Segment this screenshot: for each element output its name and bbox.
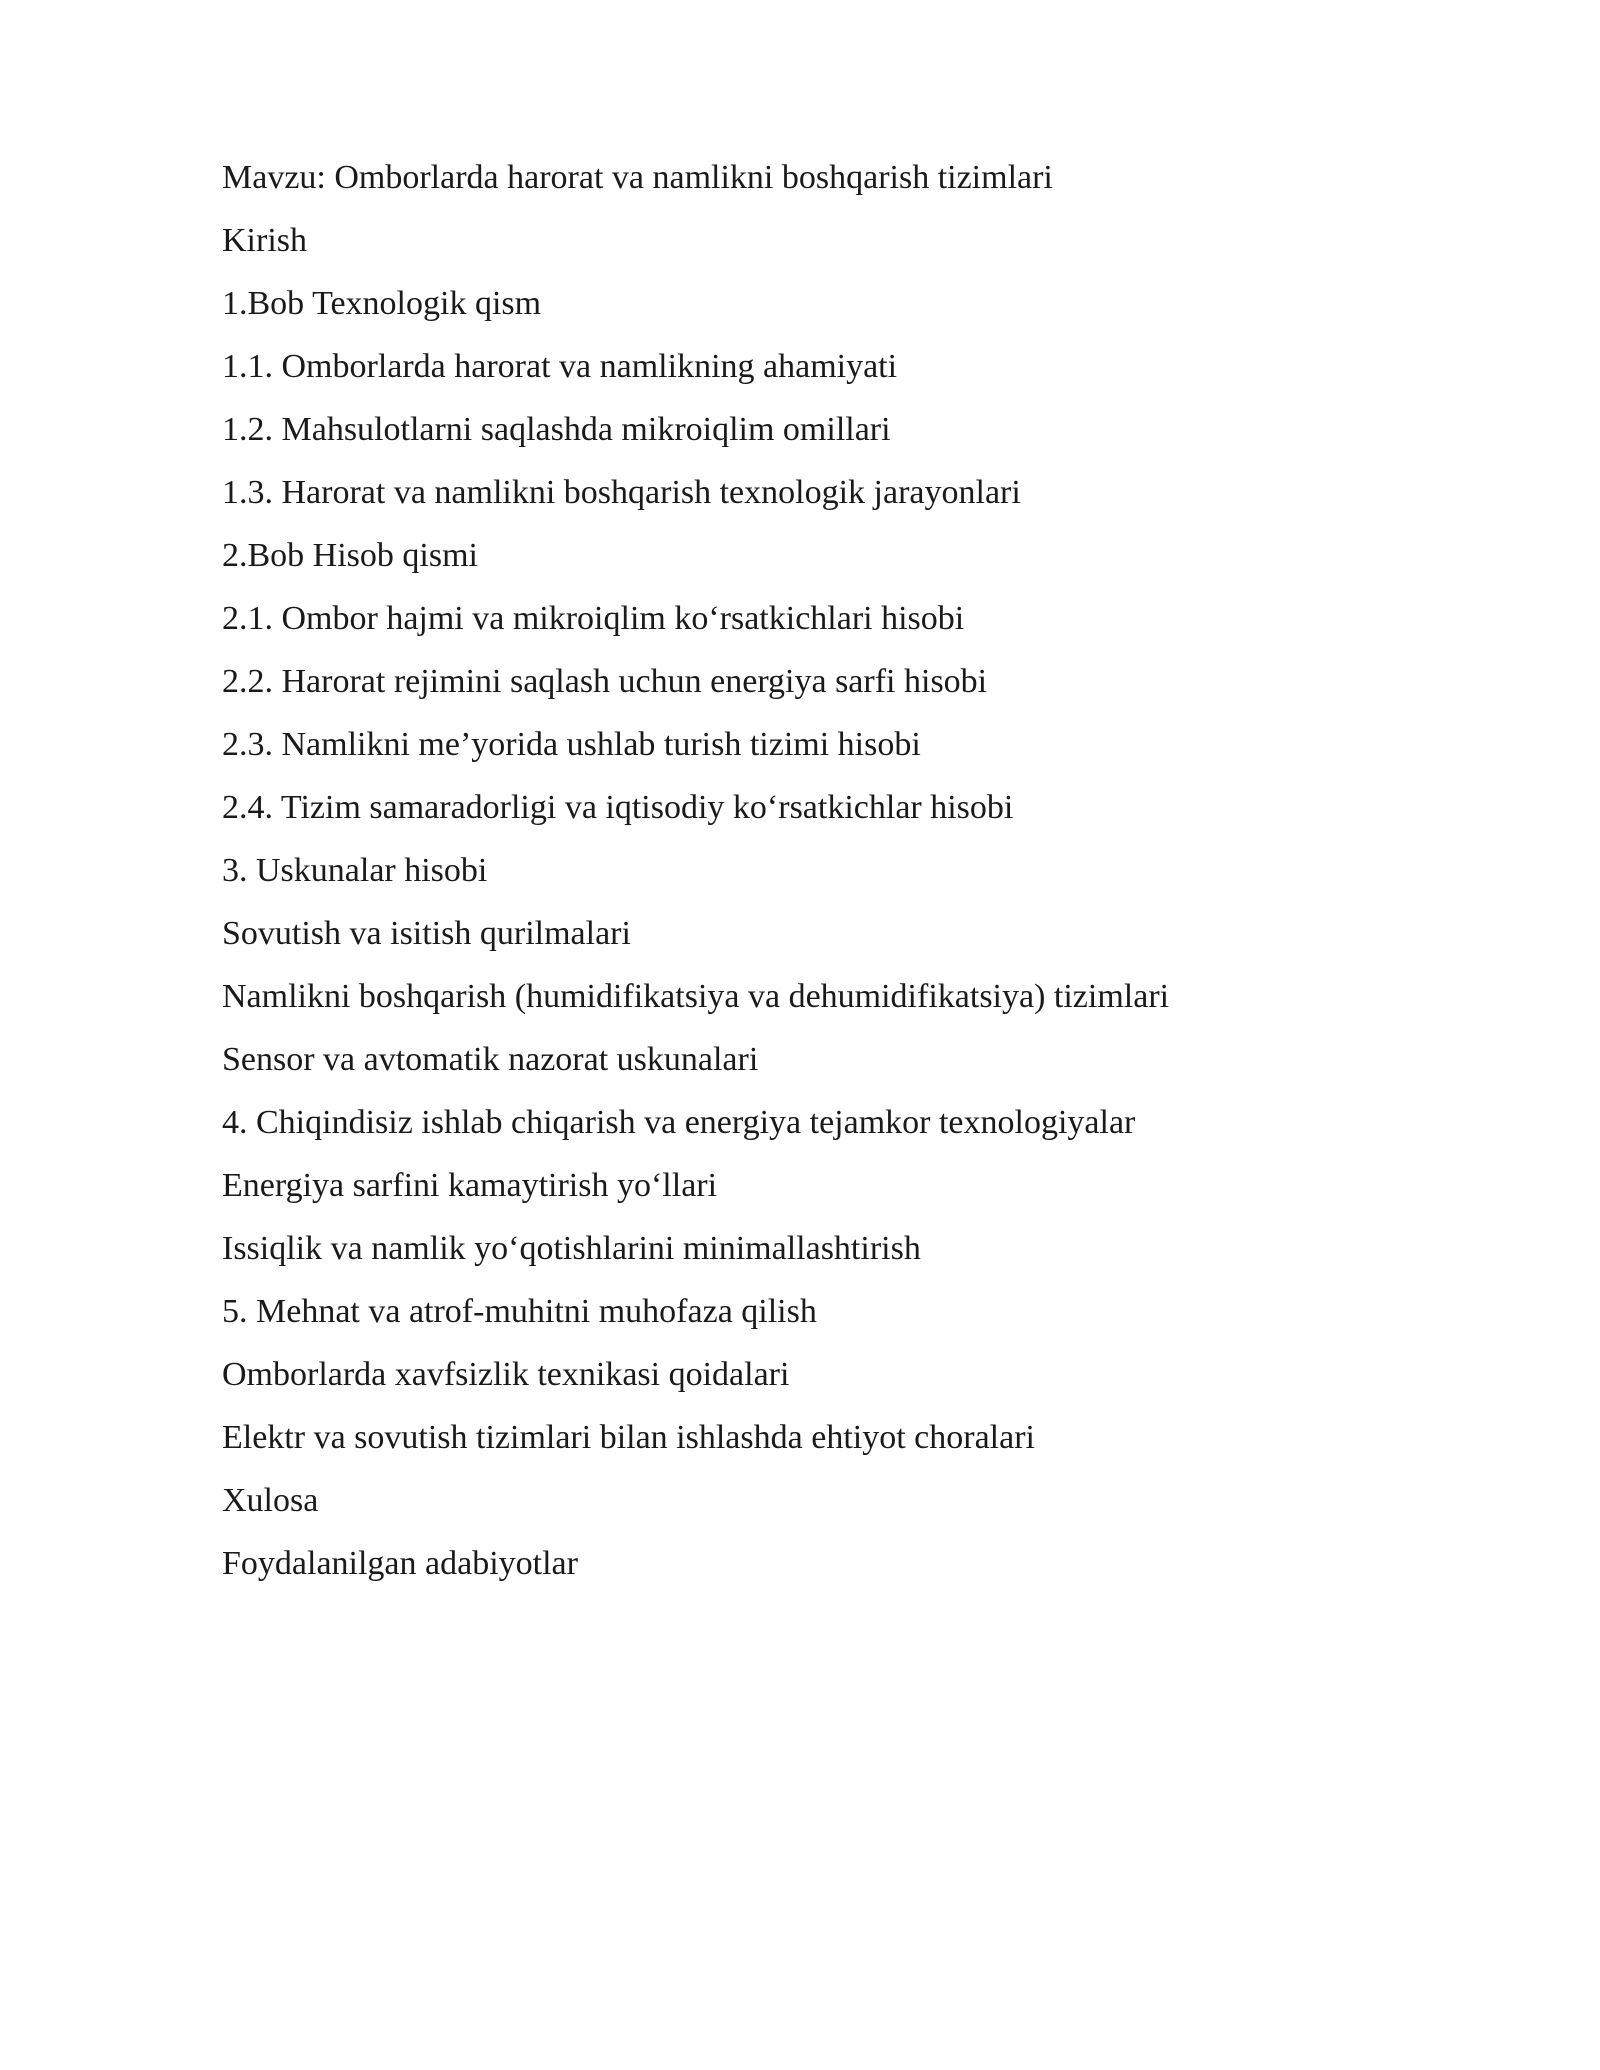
- toc-item-4-a: Energiya sarfini kamaytirish yoʻllari: [222, 1167, 718, 1204]
- toc-item-1-1: 1.1. Omborlarda harorat va namlikning ahamiyati: [222, 348, 898, 385]
- toc-item-1-3: 1.3. Harorat va namlikni boshqarish texnologik jarayonlari: [222, 474, 1021, 511]
- toc-item-references: Foydalanilgan adabiyotlar: [222, 1545, 578, 1582]
- toc-item-3-c: Sensor va avtomatik nazorat uskunalari: [222, 1041, 759, 1078]
- toc-item-2-2: 2.2. Harorat rejimini saqlash uchun energiya sarfi hisobi: [222, 663, 988, 700]
- toc-item-2-4: 2.4. Tizim samaradorligi va iqtisodiy koʻrsatkichlar hisobi: [222, 789, 1014, 826]
- toc-item-introduction: Kirish: [222, 222, 307, 259]
- toc-chapter-3: 3. Uskunalar hisobi: [222, 852, 488, 889]
- toc-item-4-b: Issiqlik va namlik yoʻqotishlarini minimallashtirish: [222, 1230, 921, 1267]
- toc-item-3-a: Sovutish va isitish qurilmalari: [222, 915, 631, 952]
- toc-item-2-1: 2.1. Ombor hajmi va mikroiqlim koʻrsatkichlari hisobi: [222, 600, 965, 637]
- toc-item-2-3: 2.3. Namlikni me’yorida ushlab turish tizimi hisobi: [222, 726, 921, 763]
- table-of-contents: [222, 146, 1422, 1595]
- topic-title: Mavzu: Omborlarda harorat va namlikni boshqarish tizimlari: [222, 159, 1053, 196]
- toc-item-3-b: Namlikni boshqarish (humidifikatsiya va dehumidifikatsiya) tizimlari: [222, 978, 1170, 1015]
- toc-item-conclusion: Xulosa: [222, 1482, 319, 1519]
- toc-item-1-2: 1.2. Mahsulotlarni saqlashda mikroiqlim omillari: [222, 411, 891, 448]
- toc-chapter-4: 4. Chiqindisiz ishlab chiqarish va energiya tejamkor texnologiyalar: [222, 1104, 1136, 1141]
- toc-item-5-b: Elektr va sovutish tizimlari bilan ishlashda ehtiyot choralari: [222, 1419, 1035, 1456]
- toc-chapter-5: 5. Mehnat va atrof-muhitni muhofaza qilish: [222, 1293, 817, 1330]
- toc-chapter-2: 2.Bob Hisob qismi: [222, 537, 478, 574]
- toc-chapter-1: 1.Bob Texnologik qism: [222, 285, 542, 322]
- toc-item-5-a: Omborlarda xavfsizlik texnikasi qoidalari: [222, 1356, 790, 1393]
